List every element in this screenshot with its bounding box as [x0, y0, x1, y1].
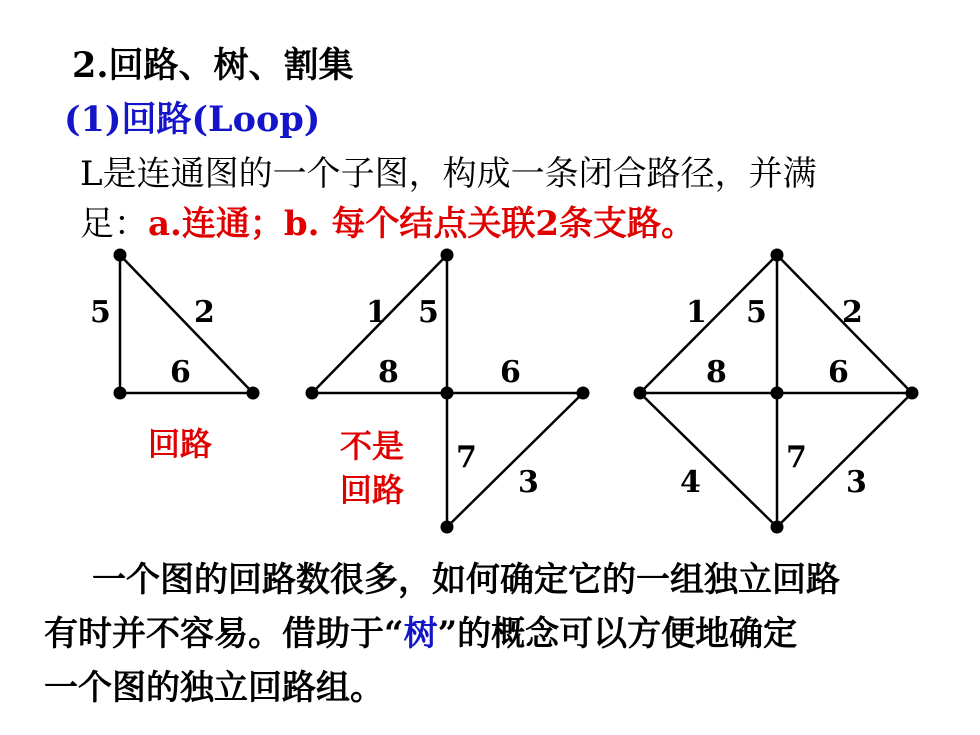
paragraph-text: ”的概念可以方便地确定 — [437, 614, 798, 654]
node — [247, 387, 260, 400]
edge-label-8: 8 — [378, 355, 399, 390]
paragraph-line-1: 一个图的回路数很多，如何确定它的一组独立回路 — [92, 560, 840, 600]
edge-label-5: 5 — [418, 295, 439, 330]
node — [441, 387, 454, 400]
edge-label-2: 2 — [842, 295, 863, 330]
edge-label-3: 3 — [518, 465, 539, 500]
edge-4 — [640, 393, 777, 527]
edge-label-4: 4 — [680, 465, 701, 500]
paragraph-line-2 — [44, 606, 797, 655]
edge-label-7: 7 — [456, 440, 477, 475]
node — [306, 387, 319, 400]
edge-label-5: 5 — [746, 295, 767, 330]
tree-term: 树 — [403, 614, 438, 654]
caption-loop: 回路 — [148, 425, 213, 463]
node — [906, 387, 919, 400]
edge-label-6: 6 — [828, 355, 849, 390]
paragraph-line-3: 一个图的独立回路组。 — [44, 668, 384, 708]
node — [771, 249, 784, 262]
subsection-title: (1)回路(Loop) — [64, 99, 321, 140]
edge-label-1: 1 — [366, 295, 387, 330]
definition-line-1: L是连通图的一个子图，构成一条闭合路径，并满 — [80, 154, 817, 194]
caption-not-loop: 回路 — [340, 471, 405, 509]
node — [577, 387, 590, 400]
edge-label-6: 6 — [170, 355, 191, 390]
caption-not: 不是 — [340, 427, 405, 465]
graph-diagrams — [0, 235, 980, 535]
node — [114, 249, 127, 262]
loop-conditions: a.连通；b. 每个结点关联2条支路。 — [148, 204, 695, 244]
edge-label-7: 7 — [786, 440, 807, 475]
node — [114, 387, 127, 400]
node — [441, 521, 454, 534]
paragraph-text: 有时并不容易。借助于“ — [44, 614, 404, 654]
node — [771, 521, 784, 534]
edge-label-8: 8 — [706, 355, 727, 390]
section-title: 2.回路、树、割集 — [72, 45, 354, 86]
node — [441, 249, 454, 262]
edge-label-6: 6 — [500, 355, 521, 390]
edge-label-2: 2 — [194, 295, 215, 330]
edge-label-5: 5 — [90, 295, 111, 330]
node — [771, 387, 784, 400]
definition-prefix: 足： — [80, 204, 148, 244]
node — [634, 387, 647, 400]
edge-label-3: 3 — [846, 465, 867, 500]
edge-label-1: 1 — [686, 295, 707, 330]
